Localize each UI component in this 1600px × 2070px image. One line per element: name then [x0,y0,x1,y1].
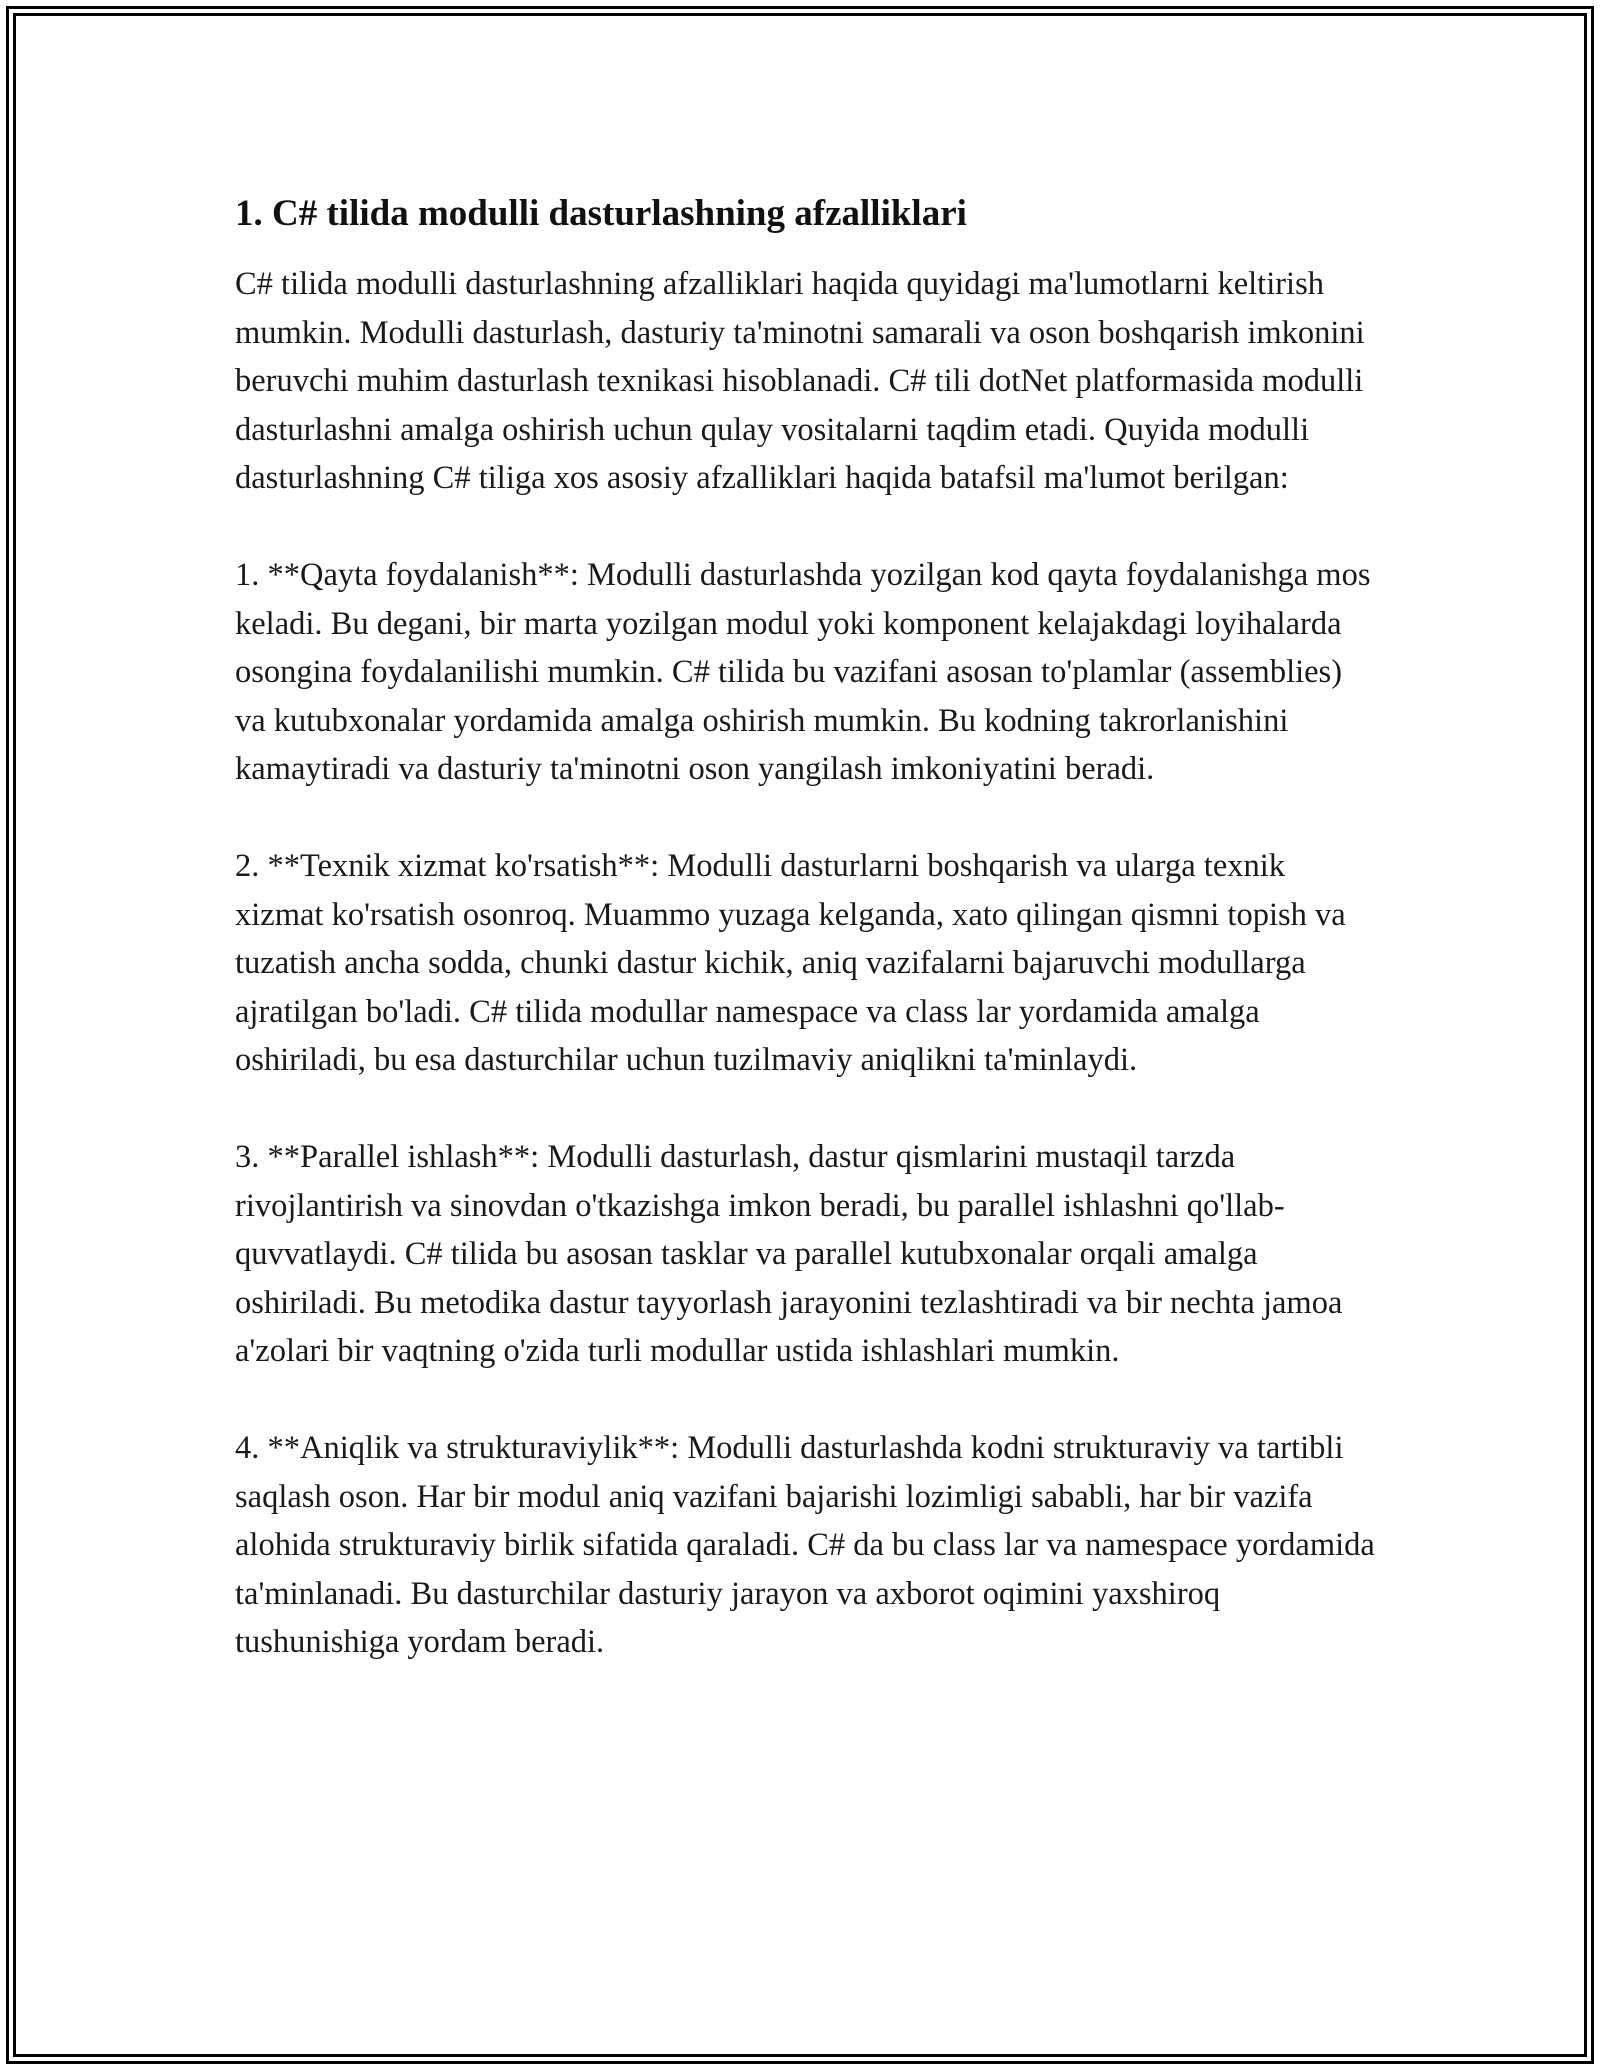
document-body [235,190,1375,1715]
paragraph-reuse: 1. **Qayta foydalanish**: Modulli dasturlashda yozilgan kod qayta foydalanishga mos keladi. Bu degani, bir marta yozilgan modul yoki komponent kelajakdagi loyihalarda osongina foydalanilishi mumkin. C# tilida bu vazifani asosan to'plamlar (assemblies) va kutubxonalar yordamida amalga oshirish mumkin. Bu kodning takrorlanishini kamaytiradi va dasturiy ta'minotni oson yangilash imkoniyatini beradi. [235,557,1371,787]
paragraph-parallel: 3. **Parallel ishlash**: Modulli dasturlash, dastur qismlarini mustaqil tarzda rivojlantirish va sinovdan o'tkazishga imkon beradi, bu parallel ishlashni qo'llab-quvvatlaydi. C# tilida bu asosan tasklar va parallel kutubxonalar orqali amalga oshiriladi. Bu metodika dastur tayyorlash jarayonini tezlashtiradi va bir nechta jamoa a'zolari bir vaqtning o'zida turli modullar ustida ishlashlari mumkin. [235,1139,1343,1369]
paragraph-maintenance: 2. **Texnik xizmat ko'rsatish**: Modulli dasturlarni boshqarish va ularga texnik xizmat ko'rsatish osonroq. Muammo yuzaga kelganda, xato qilingan qismni topish va tuzatish ancha sodda, chunki dastur kichik, aniq vazifalarni bajaruvchi modullarga ajratilgan bo'ladi. C# tilida modullar namespace va class lar yordamida amalga oshiriladi, bu esa dasturchilar uchun tuzilmaviy aniqlikni ta'minlaydi. [235,848,1346,1078]
paragraph-structure: 4. **Aniqlik va strukturaviylik**: Modulli dasturlashda kodni strukturaviy va tartibli saqlash oson. Har bir modul aniq vazifani bajarishi lozimligi sababli, har bir vazifa alohida strukturaviy birlik sifatida qaraladi. C# da bu class lar va namespace yordamida ta'minlanadi. Bu dasturchilar dasturiy jarayon va axborot oqimini yaxshiroq tushunishiga yordam beradi. [235,1430,1375,1660]
page-title: 1. C# tilida modulli dasturlashning afzalliklari [235,193,967,234]
intro-paragraph: C# tilida modulli dasturlashning afzalliklari haqida quyidagi ma'lumotlarni keltirish mumkin. Modulli dasturlash, dasturiy ta'minotni samarali va oson boshqarish imkonini beruvchi muhim dasturlash texnikasi hisoblanadi. C# tili dotNet platformasida modulli dasturlashni amalga oshirish uchun qulay vositalarni taqdim etadi. Quyida modulli dasturlashning C# tiliga xos asosiy afzalliklari haqida batafsil ma'lumot berilgan: [235,266,1365,496]
